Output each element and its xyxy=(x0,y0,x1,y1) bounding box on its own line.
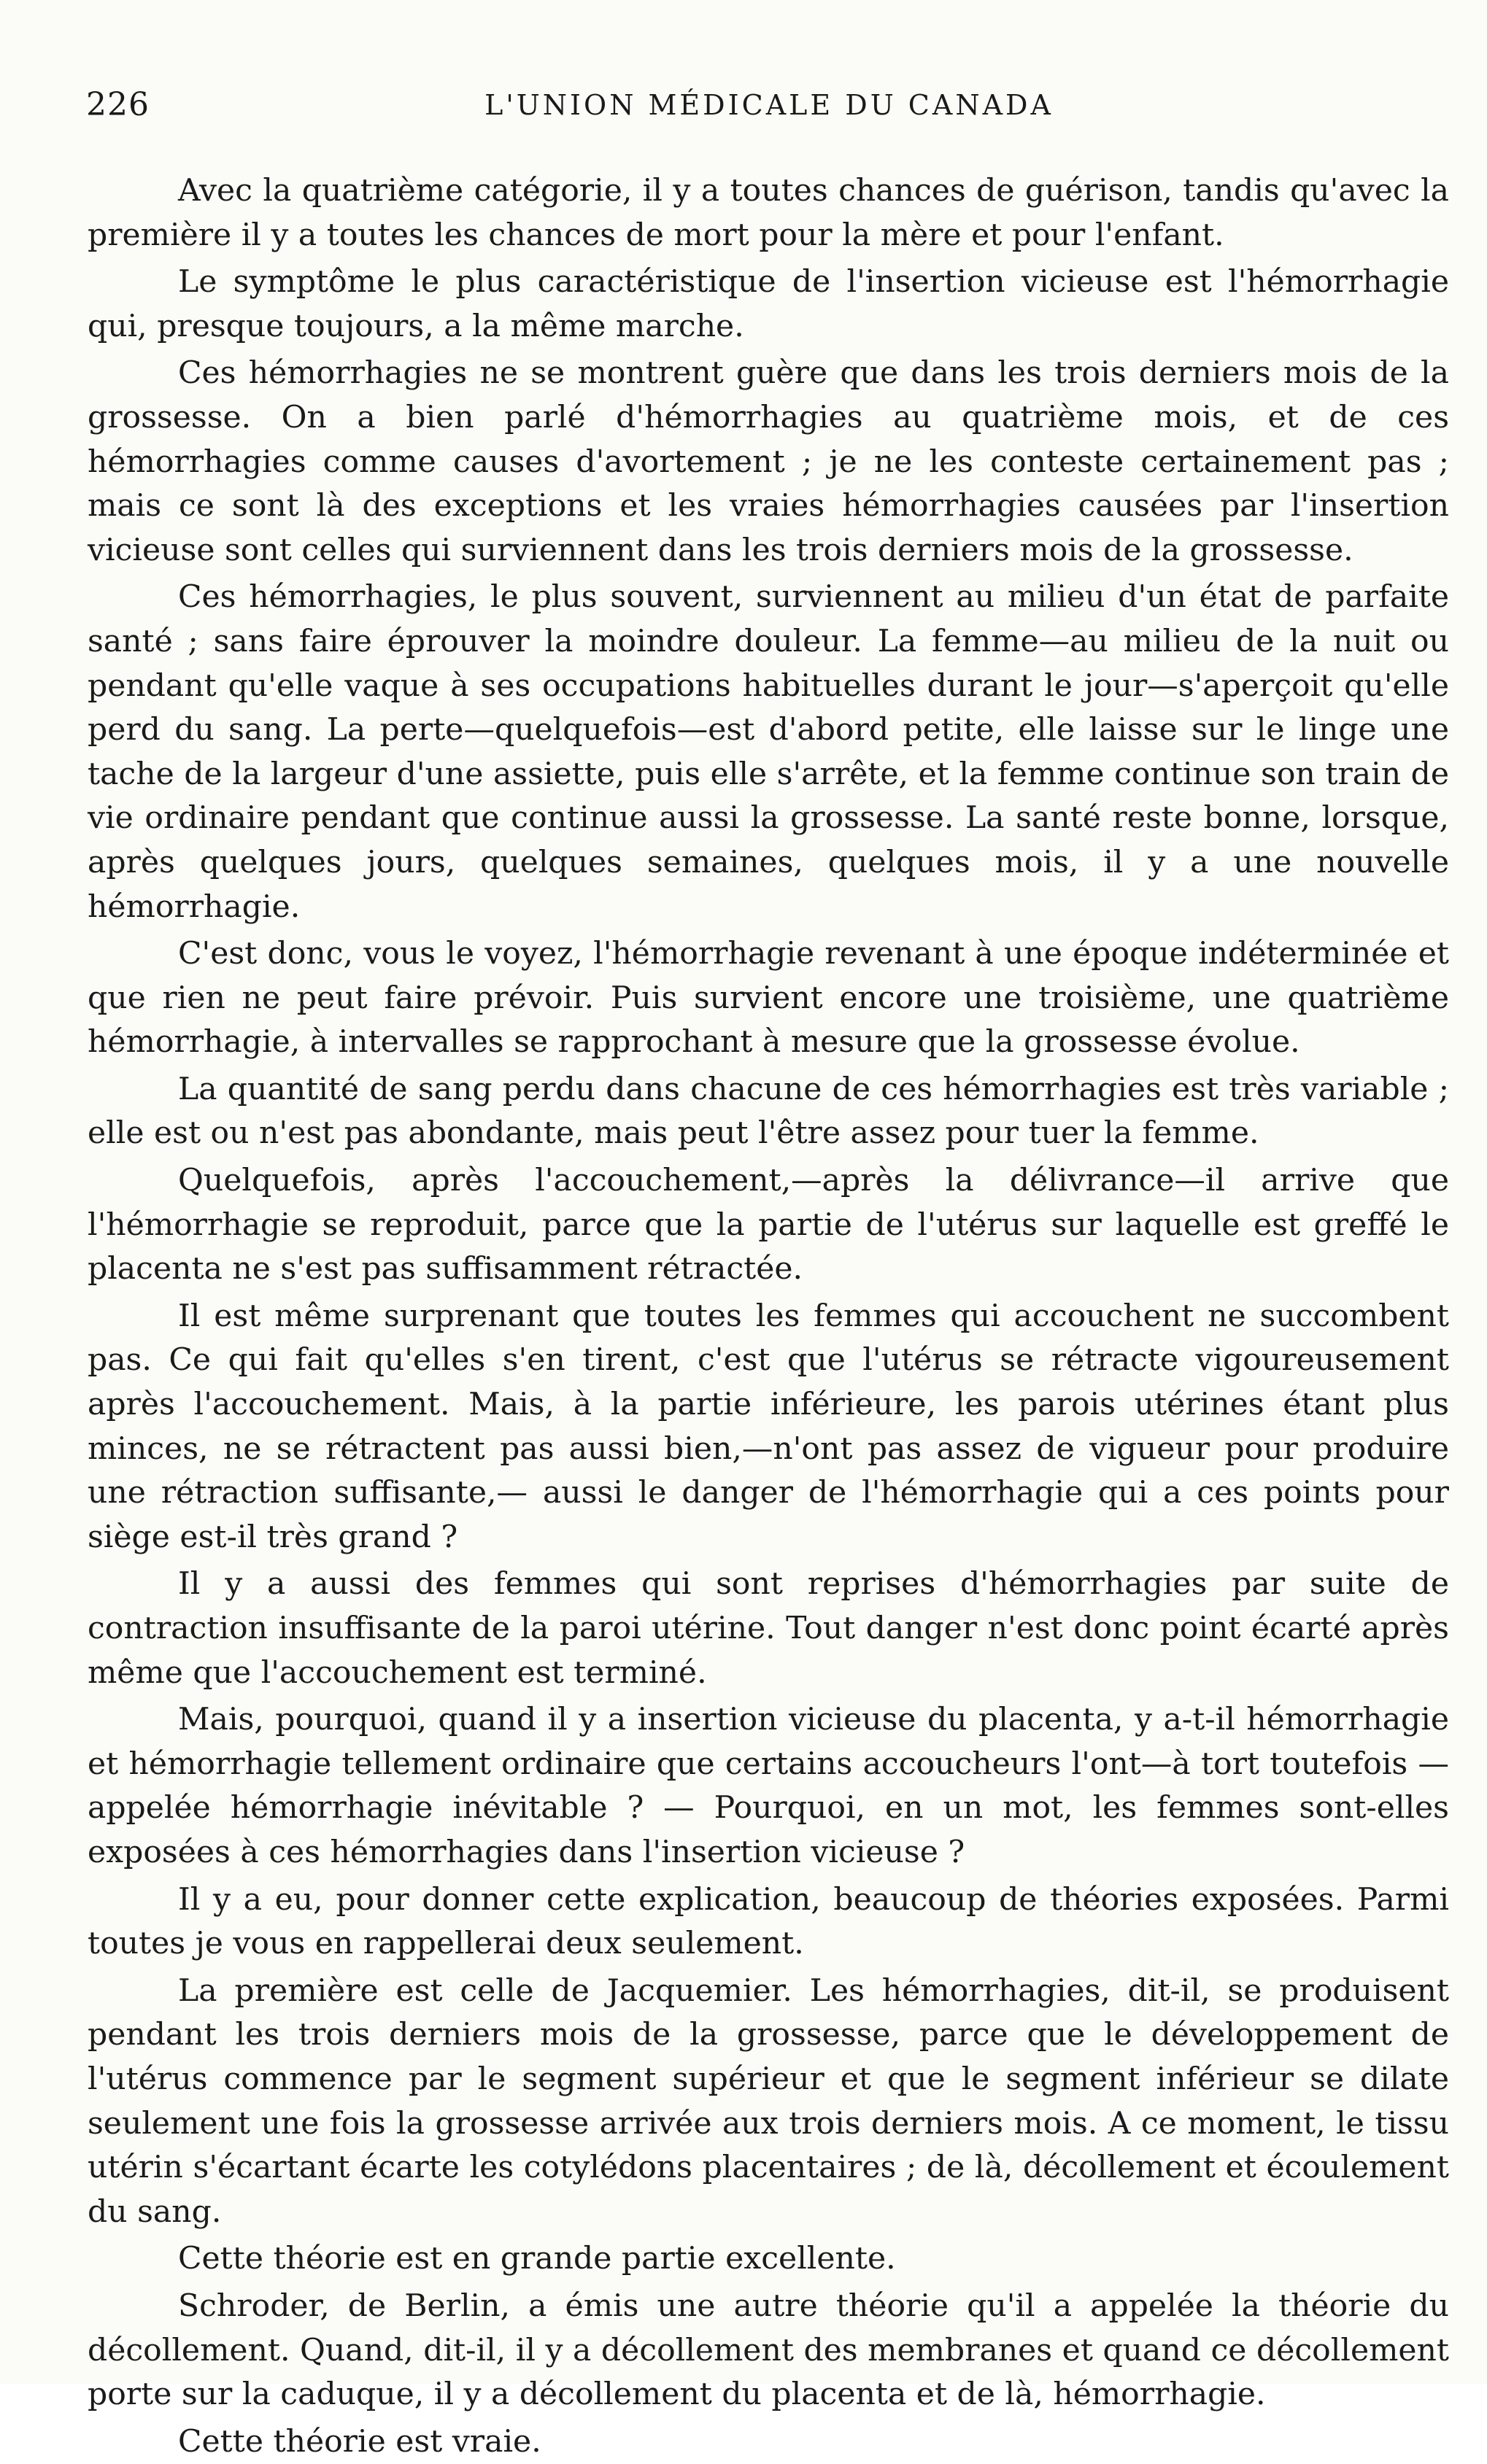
paragraph: La première est celle de Jacquemier. Les hémorrhagies, dit-il, se produisent pendant les trois derniers mois de la grossesse, parce que le développement de l'utérus commence par le segment supérieur et que le segment inférieur se dilate seulement une fois la grossesse arrivée aux trois derniers mois. A ce moment, le tissu utérin s'écartant écarte les cotylédons placentaires ; de là, décollement et écoulement du sang. xyxy=(88,1972,1449,2230)
paragraph: Il y a aussi des femmes qui sont reprises d'hémorrhagies par suite de contraction insuffisante de la paroi utérine. Tout danger n'est donc point écarté après même que l'accouchement est terminé. xyxy=(88,1566,1449,1691)
page-number: 226 xyxy=(86,86,150,123)
paragraph: Quelquefois, après l'accouchement,—après la délivrance—il arrive que l'hémorrhagie se reproduit, parce que la partie de l'utérus sur laquelle est greffé le placenta ne s'est pas suffisamment rétractée. xyxy=(88,1163,1449,1287)
paragraph: Il y a eu, pour donner cette explication, beaucoup de théories exposées. Parmi toutes je vous en rappellerai deux seulement. xyxy=(88,1881,1449,1962)
running-head xyxy=(86,86,1452,130)
article-body xyxy=(88,169,1449,2464)
paragraph: C'est donc, vous le voyez, l'hémorrhagie revenant à une époque indéterminée et que rien ne peut faire prévoir. Puis survient encore une troisième, une quatrième hémorrhagie, à intervalles se rapprochant à mesure que la grossesse évolue. xyxy=(88,936,1449,1061)
paragraph: Il est même surprenant que toutes les femmes qui accouchent ne succombent pas. Ce qui fait qu'elles s'en tirent, c'est que l'utérus se rétracte vigoureusement après l'accouchement. Mais, à la partie inférieure, les parois utérines étant plus minces, ne se rétractent pas aussi bien,—n'ont pas assez de vigueur pour produire une rétraction suffisante,— aussi le danger de l'hémorrhagie qui a ces points pour siège est-il très grand ? xyxy=(88,1298,1449,1555)
paragraph: Schroder, de Berlin, a émis une autre théorie qu'il a appelée la théorie du décollement. Quand, dit-il, il y a décollement des membranes et quand ce décollement porte sur la caduque, il y a décollement du placenta et de là, hémorrhagie. xyxy=(88,2287,1449,2413)
paragraph: Le symptôme le plus caractéristique de l'insertion vicieuse est l'hémorrhagie qui, presque toujours, a la même marche. xyxy=(88,264,1449,344)
paragraph: Avec la quatrième catégorie, il y a toutes chances de guérison, tandis qu'avec la première il y a toutes les chances de mort pour la mère et pour l'enfant. xyxy=(88,173,1449,253)
paragraph: Ces hémorrhagies, le plus souvent, surviennent au milieu d'un état de parfaite santé ; sans faire éprouver la moindre douleur. La femme—au milieu de la nuit ou pendant qu'elle vaque à ses occupations habituelles durant le jour—s'aperçoit qu'elle perd du sang. La perte—quelquefois—est d'abord petite, elle laisse sur le linge une tache de la largeur d'une assiette, puis elle s'arrête, et la femme continue son train de vie ordinaire pendant que continue aussi la grossesse. La santé reste bonne, lorsque, après quelques jours, quelques semaines, quelques mois, il y a une nouvelle hémorrhagie. xyxy=(88,579,1449,925)
paragraph: Ces hémorrhagies ne se montrent guère que dans les trois derniers mois de la grossesse. On a bien parlé d'hémorrhagies au quatrième mois, et de ces hémorrhagies comme causes d'avortement ; je ne les conteste certainement pas ; mais ce sont là des exceptions et les vraies hémorrhagies causées par l'insertion vicieuse sont celles qui surviennent dans les trois derniers mois de la grossesse. xyxy=(88,355,1449,568)
paragraph: Cette théorie est en grande partie excellente. xyxy=(178,2241,896,2277)
journal-title: L'UNION MÉDICALE DU CANADA xyxy=(484,89,1054,121)
paragraph: Cette théorie est vraie. xyxy=(178,2423,541,2460)
paragraph: Mais, pourquoi, quand il y a insertion vicieuse du placenta, y a-t-il hémorrhagie et hémorrhagie tellement ordinaire que certains accoucheurs l'ont—à tort toutefois —appelée hémorrhagie inévitable ? — Pourquoi, en un mot, les femmes sont-elles exposées à ces hémorrhagies dans l'insertion vicieuse ? xyxy=(88,1702,1449,1870)
paragraph: La quantité de sang perdu dans chacune de ces hémorrhagies est très variable ; elle est ou n'est pas abondante, mais peut l'être assez pour tuer la femme. xyxy=(88,1071,1449,1152)
